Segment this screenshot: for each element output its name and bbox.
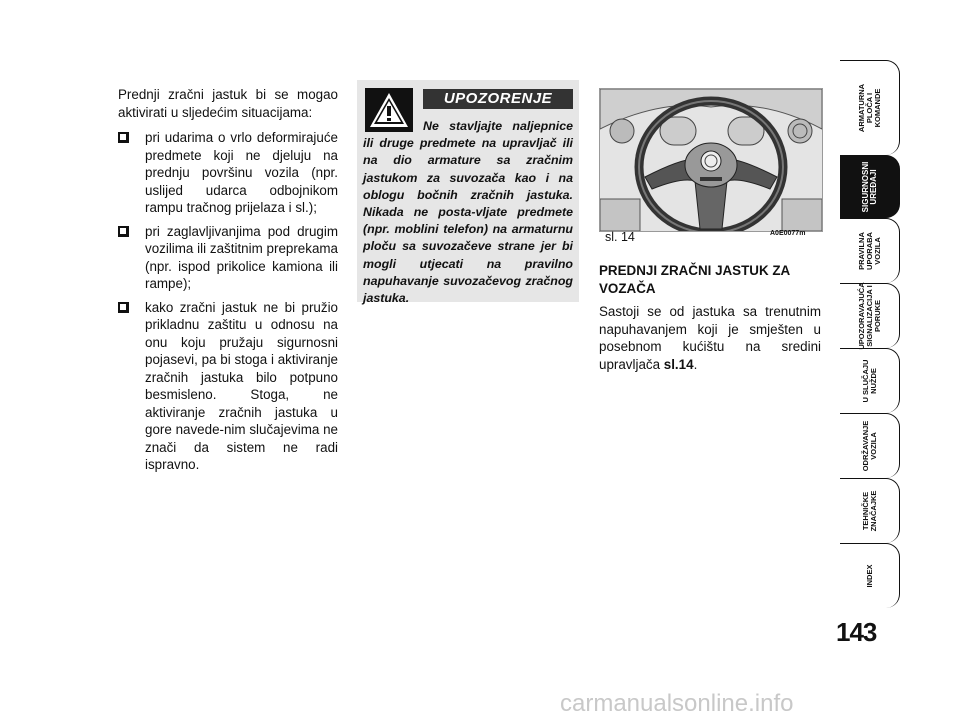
checkbox-bullet-icon (118, 226, 129, 237)
steering-wheel-figure (599, 88, 823, 232)
checkbox-bullet-icon (118, 302, 129, 313)
left-column (118, 86, 338, 480)
figure-reference[interactable]: sl.14 (663, 356, 694, 372)
page-number: 143 (836, 617, 877, 647)
watermark: carmanualsonline.info (560, 690, 794, 717)
section-paragraph: Sastoji se od jastuka sa trenutnim napuhavanjem koji je smješten u posebnom kućištu na sredini upravljača sl.14. (599, 304, 821, 372)
tab-odrzavanje-vozila[interactable]: ODRŽAVANJE VOZILA (840, 413, 900, 478)
tab-sigurnosni-uredaji[interactable]: SIGURNOSNI UREĐAJI (840, 155, 900, 218)
tab-upozoravajuca-signalizacija[interactable]: UPOZORAVAJUĆA SIGNALIZACIJA I PORUKE (840, 283, 900, 348)
tab-tehnicke-znacajke[interactable]: TEHNIČKE ZNAČAJKE (840, 478, 900, 543)
tab-u-slucaju-nuzde[interactable]: U SLUČAJU NUŽDE (840, 348, 900, 413)
figure-code: A0E0077m (770, 230, 806, 237)
figure-caption: sl. 14 (605, 230, 635, 244)
situation-list (118, 129, 338, 474)
tab-armaturna-ploca[interactable]: ARMATURNA PLOČA I KOMANDE (840, 60, 900, 155)
warning-title: UPOZORENJE (423, 89, 573, 109)
section-heading: PREDNJI ZRAČNI JASTUK ZA VOZAČA (599, 263, 790, 296)
list-item: pri zaglavljivanjima pod drugim vozilima ili zaštitnim preprekama (npr. ispod prikolice kamiona ili rampe); (118, 223, 338, 293)
list-item: pri udarima o vrlo deformirajuće predmete koji ne djeluju na prednju površinu vozila (npr. uslijed udarca odbojnikom rampu tračnog prijelaza i sl.); (118, 129, 338, 217)
list-item: kako zračni jastuk ne bi pružio prikladnu zaštitu u odnosu na onu koju pružaju sigurnosni pojasevi, pa bi stoga i aktiviranje zračnih jastuka bilo potpuno besmisleno. Stoga, ne aktiviranje zračnih jastuka u gore navede-nim slučajevima ne znači da sistem ne radi ispravno. (118, 299, 338, 474)
tab-pravilna-uporaba[interactable]: PRAVILNA UPORABA VOZILA (840, 218, 900, 283)
warning-box (357, 80, 579, 306)
right-column (599, 262, 821, 373)
warning-text: Ne stavljajte naljepnice ili druge predmete na upravljač ili na dio armature sa zračnim jastukom za suvozača kao i na oblogu bočnih zračnih jastuka. Nikada ne posta-vljate predmete (npr. moblini telefon) na armaturnu ploču sa suvozačeve strane jer bi mogli utjecati na pravilno napuhavanje suvozačevog zračnog jastuka. (363, 119, 573, 306)
checkbox-bullet-icon (118, 132, 129, 143)
tab-index[interactable]: INDEX (840, 543, 900, 608)
intro-paragraph: Prednji zračni jastuk bi se mogao aktivirati u sljedećim situacijama: (118, 87, 338, 120)
